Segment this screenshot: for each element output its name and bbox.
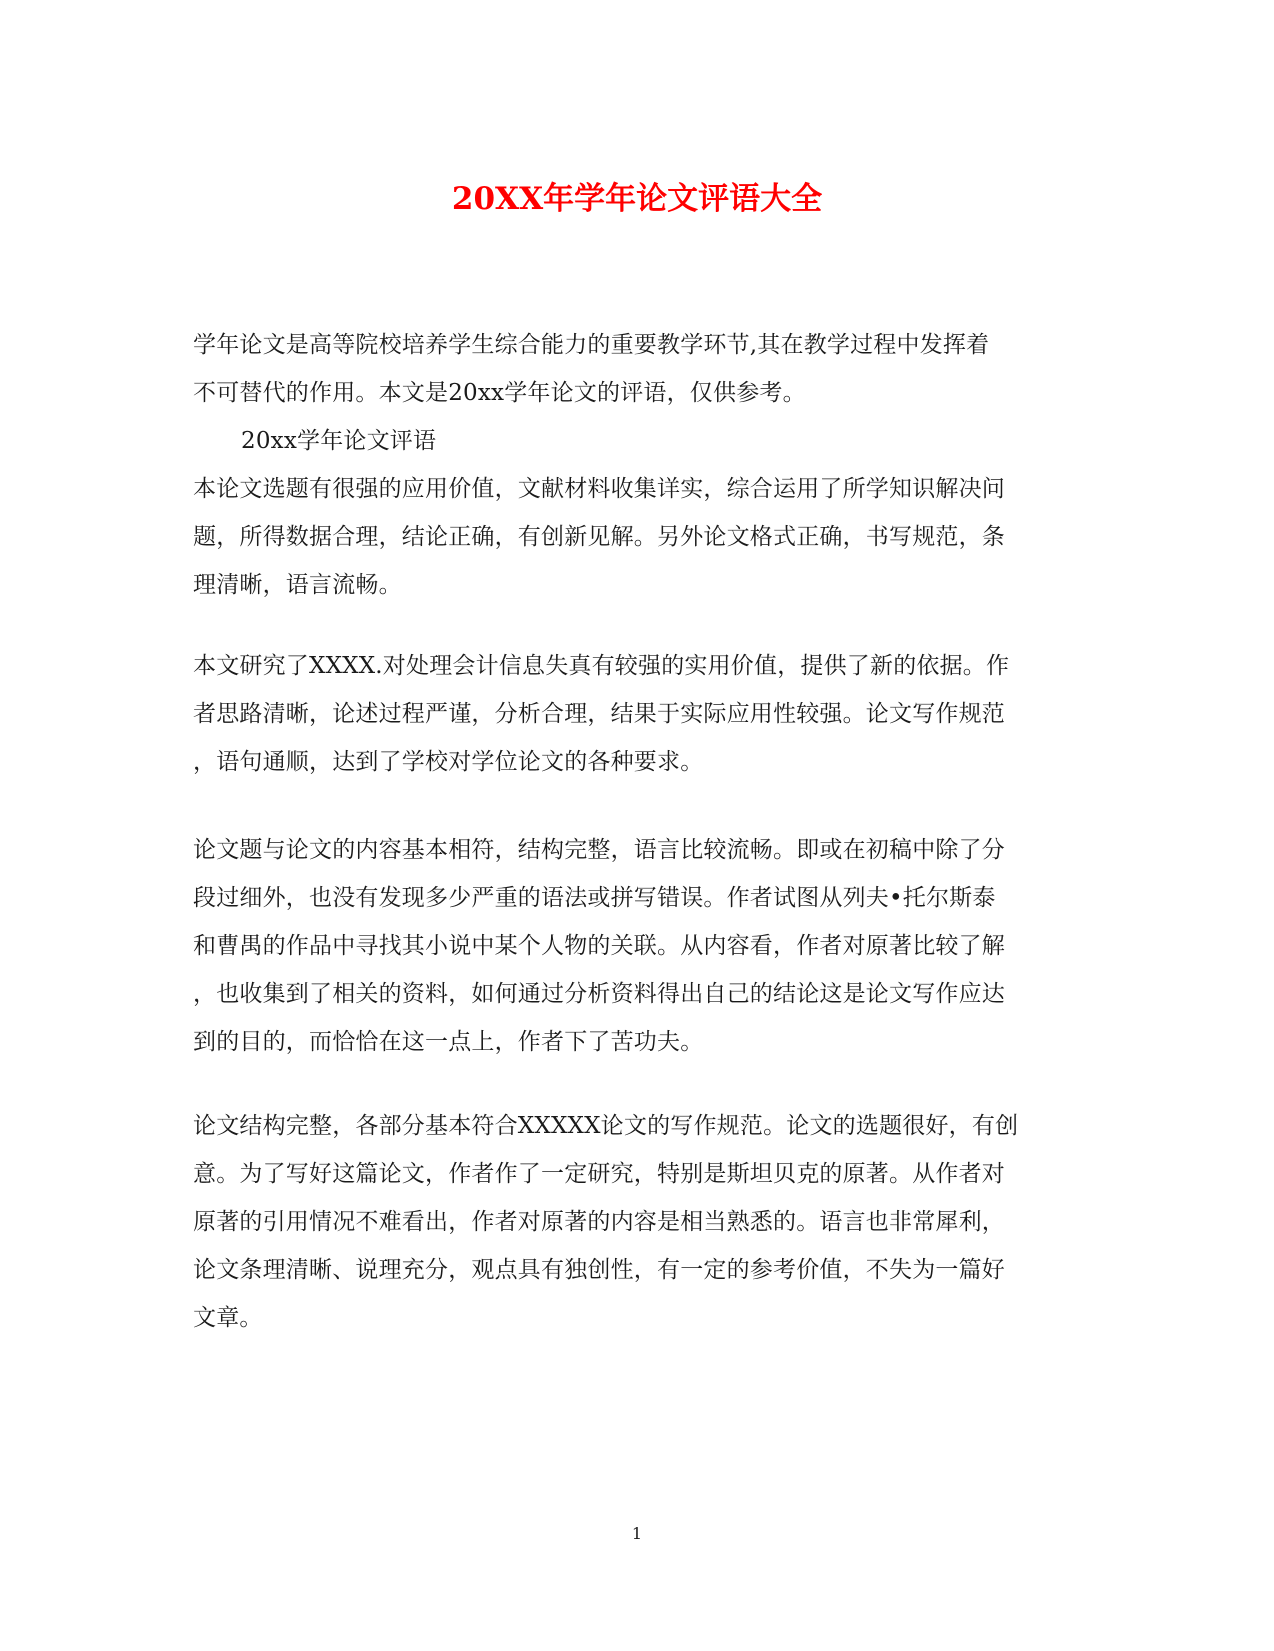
paragraph-line: 文章。 bbox=[193, 1305, 263, 1331]
paragraph-line: 和曹禺的作品中寻找其小说中某个人物的关联。从内容看，作者对原著比较了解 bbox=[193, 933, 1005, 959]
paragraph-line: ，也收集到了相关的资料，如何通过分析资料得出自己的结论这是论文写作应达 bbox=[193, 981, 1005, 1007]
paragraph-line: 段过细外，也没有发现多少严重的语法或拼写错误。作者试图从列夫•托尔斯泰 bbox=[193, 885, 996, 911]
paragraph-line: 到的目的，而恰恰在这一点上，作者下了苦功夫。 bbox=[193, 1029, 704, 1055]
paragraph-line: 论文条理清晰、说理充分，观点具有独创性，有一定的参考价值，不失为一篇好 bbox=[193, 1257, 1005, 1283]
paragraph-line: 理清晰，语言流畅。 bbox=[193, 572, 402, 598]
paragraph-line: ，语句通顺，达到了学校对学位论文的各种要求。 bbox=[193, 749, 704, 775]
paragraph-line: 意。为了写好这篇论文，作者作了一定研究，特别是斯坦贝克的原著。从作者对 bbox=[193, 1161, 1005, 1187]
paragraph-line: 论文题与论文的内容基本相符，结构完整，语言比较流畅。即或在初稿中除了分 bbox=[193, 837, 1005, 863]
comment-paragraph-3 bbox=[193, 826, 1073, 1066]
intro-paragraph bbox=[193, 321, 1073, 609]
paragraph-line: 者思路清晰，论述过程严谨，分析合理，结果于实际应用性较强。论文写作规范 bbox=[193, 701, 1005, 727]
paragraph-line: 论文结构完整，各部分基本符合XXXXX论文的写作规范。论文的选题很好，有创 bbox=[193, 1113, 1019, 1139]
document-title: 20XX年学年论文评语大全 bbox=[451, 181, 823, 217]
paragraph-line: 本文研究了XXXX.对处理会计信息失真有较强的实用价值，提供了新的依据。作 bbox=[193, 653, 1010, 679]
intro-line: 不可替代的作用。本文是20xx学年论文的评语，仅供参考。 bbox=[193, 380, 806, 406]
comment-paragraph-4 bbox=[193, 1102, 1073, 1342]
page-number: 1 bbox=[631, 1524, 643, 1543]
intro-line: 学年论文是高等院校培养学生综合能力的重要教学环节,其在教学过程中发挥着 bbox=[193, 332, 990, 358]
paragraph-line: 题，所得数据合理，结论正确，有创新见解。另外论文格式正确，书写规范，条 bbox=[193, 524, 1005, 550]
paragraph-line: 原著的引用情况不难看出，作者对原著的内容是相当熟悉的。语言也非常犀利， bbox=[193, 1209, 1005, 1235]
section-subheading: 20xx学年论文评语 bbox=[241, 428, 437, 454]
paragraph-line: 本论文选题有很强的应用价值，文献材料收集详实，综合运用了所学知识解决问 bbox=[193, 476, 1005, 502]
comment-paragraph-2 bbox=[193, 642, 1073, 786]
